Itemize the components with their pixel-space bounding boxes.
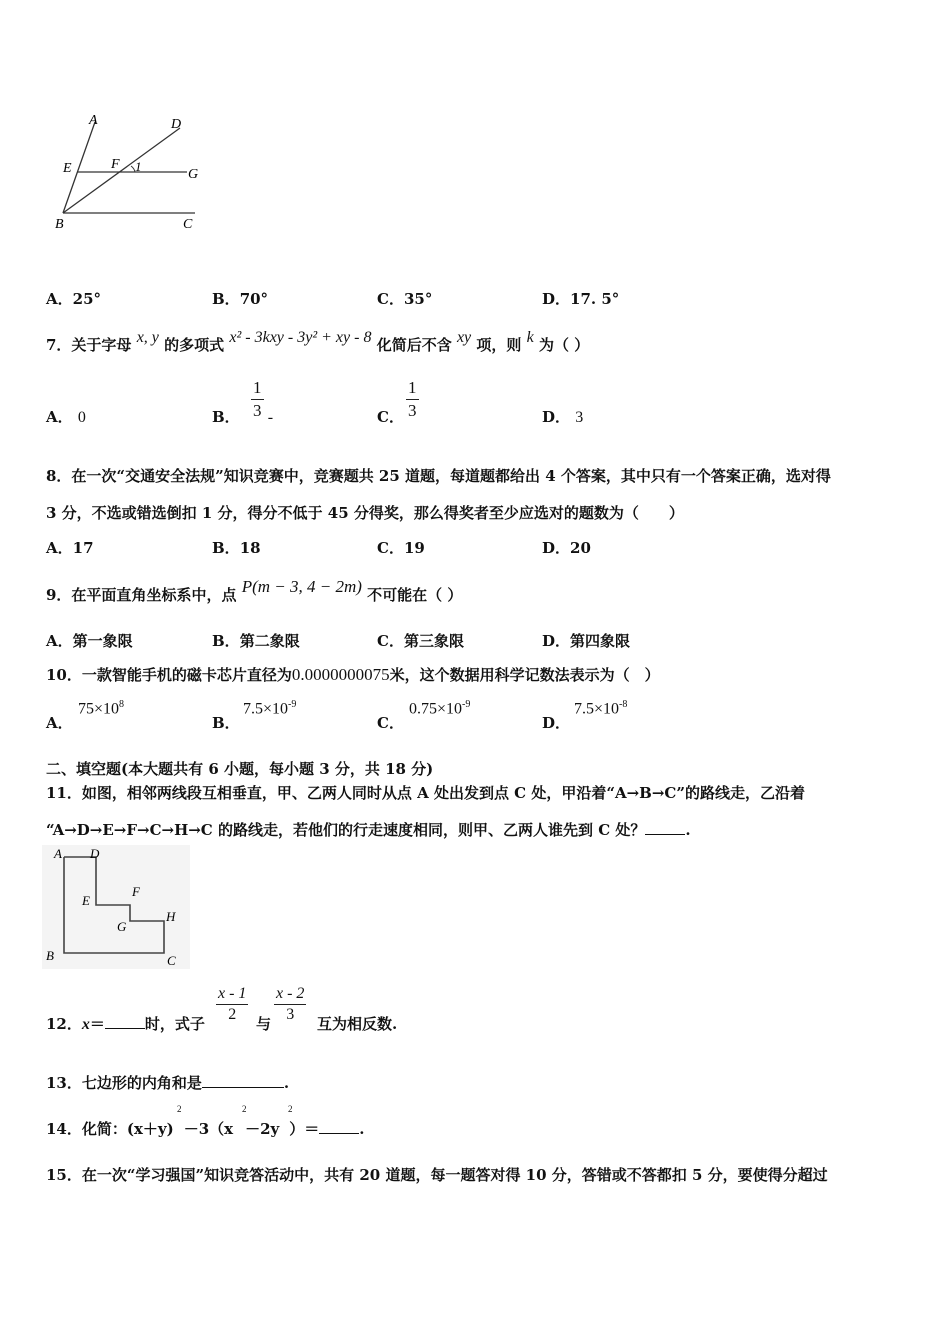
q13-stem: 13．七边形的内角和是 . bbox=[46, 1074, 290, 1092]
angle-figure bbox=[45, 110, 215, 235]
q14-exponent-2: 2 bbox=[242, 1104, 247, 1114]
label-F: F bbox=[111, 157, 120, 172]
fig11-label-G: G bbox=[117, 919, 127, 934]
label-C: C bbox=[183, 217, 193, 232]
q11-stem-line2: “A→D→E→F→C→H→C 的路线走，若他们的行走速度相同，则甲、乙两人谁先到 C 处？ . bbox=[46, 821, 691, 839]
q10-option-d: D． bbox=[542, 714, 571, 732]
q6-option-c: C．35° bbox=[377, 290, 433, 308]
q8-option-a: A．17 bbox=[46, 539, 94, 557]
q8-stem-line1: 8．在一次“交通安全法规”知识竞赛中，竞赛题共 25 道题，每道题都给出 4 个答案，其中只有一个答案正确，选对得 bbox=[46, 467, 831, 485]
q15-stem: 15．在一次“学习强国”知识竞答活动中，共有 20 道题，每一题答对得 10 分，答错或不答都扣 5 分，要使得分超过 bbox=[46, 1166, 828, 1184]
q10-option-c-value: $0.75\times 10^{-9}$ bbox=[409, 699, 471, 718]
label-A: A bbox=[89, 113, 98, 128]
label-G: G bbox=[188, 167, 199, 182]
q6-option-b: B．70° bbox=[212, 290, 269, 308]
q7-vars: x, y bbox=[136, 329, 159, 346]
q12-and: 与 bbox=[256, 1015, 272, 1033]
q7-k: k bbox=[526, 329, 534, 346]
q12-answer-blank[interactable] bbox=[105, 1014, 145, 1029]
fig11-label-E: E bbox=[82, 893, 90, 908]
fig11-label-F: F bbox=[132, 884, 140, 899]
q10-option-c: C． bbox=[377, 714, 404, 732]
section-2-title: 二、填空题(本大题共有 6 小题，每小题 3 分，共 18 分) bbox=[46, 760, 434, 778]
q7-option-b-fraction: 1 3 bbox=[253, 378, 262, 420]
q12-fraction-2: x - 2 3 bbox=[276, 985, 305, 1023]
q12-fraction-1: x - 1 2 bbox=[218, 985, 247, 1023]
label-D: D bbox=[171, 117, 182, 132]
q10-option-a-value: $75\times 10^8$ bbox=[78, 699, 125, 718]
q14-answer-blank[interactable] bbox=[319, 1119, 359, 1134]
q7-polynomial: x² - 3kxy - 3y² + xy - 8 bbox=[229, 329, 372, 346]
q7-term: xy bbox=[456, 329, 472, 346]
q9-option-a: A．第一象限 bbox=[46, 632, 133, 650]
q8-option-c: C．19 bbox=[377, 539, 425, 557]
fig11-label-B: B bbox=[46, 948, 54, 963]
fig11-label-H: H bbox=[166, 909, 176, 924]
q9-option-b: B．第二象限 bbox=[212, 632, 300, 650]
q12-stem: 12．x＝ 时，式子 bbox=[46, 1015, 205, 1033]
q11-stem-line1: 11．如图，相邻两线段互相垂直，甲、乙两人同时从点 A 处出发到点 C 处，甲沿着“A→B→C”的路线走，乙沿着 bbox=[46, 784, 805, 802]
q9-point: P(m − 3, 4 − 2m) bbox=[241, 577, 362, 596]
label-angle-1: 1 bbox=[135, 159, 142, 174]
q8-option-d: D．20 bbox=[542, 539, 591, 557]
q12-suffix: 互为相反数. bbox=[317, 1015, 398, 1033]
q10-option-b-value: $7.5\times 10^{-9}$ bbox=[243, 699, 297, 718]
q7-option-b: B． - bbox=[212, 408, 274, 426]
fig11-label-A: A bbox=[54, 846, 62, 861]
q7-option-a: A． 0 bbox=[46, 408, 86, 426]
q6-option-a: A．25° bbox=[46, 290, 102, 308]
q8-option-b: B．18 bbox=[212, 539, 261, 557]
q7-option-c: C． bbox=[377, 408, 404, 426]
q10-option-d-value: $7.5\times 10^{-8}$ bbox=[574, 699, 628, 718]
q14-stem: 14．化简：(x＋y) －3（x －2y ）＝ . bbox=[46, 1120, 365, 1138]
q7-stem: 7．关于字母 x, y 的多项式 x² - 3kxy - 3y² + xy - 8 化简后不含 xy 项，则 k 为（ ） bbox=[46, 329, 590, 354]
path-figure bbox=[42, 845, 192, 970]
q10-option-a: A． bbox=[46, 714, 73, 732]
q8-stem-line2: 3 分，不选或错选倒扣 1 分，得分不低于 45 分得奖，那么得奖者至少应选对的题数为（ ） bbox=[46, 504, 684, 522]
q10-option-b: B． bbox=[212, 714, 240, 732]
q9-stem: 9．在平面直角坐标系中，点 P(m − 3, 4 − 2m) 不可能在（ ） bbox=[46, 577, 463, 604]
q13-answer-blank[interactable] bbox=[202, 1073, 284, 1088]
label-B: B bbox=[55, 217, 64, 232]
q9-option-c: C．第三象限 bbox=[377, 632, 464, 650]
q6-option-d: D．17. 5° bbox=[542, 290, 620, 308]
label-E: E bbox=[63, 161, 72, 176]
q14-exponent-1: 2 bbox=[177, 1104, 182, 1114]
line-BD bbox=[63, 128, 180, 213]
q11-answer-blank[interactable] bbox=[645, 820, 685, 835]
q7-option-d: D． 3 bbox=[542, 408, 584, 426]
fig11-label-D: D bbox=[90, 846, 100, 861]
q7-option-c-fraction: 1 3 bbox=[408, 378, 417, 420]
q10-stem: 10．一款智能手机的磁卡芯片直径为0.0000000075米，这个数据用科学记数法表示为（ ） bbox=[46, 665, 660, 684]
q14-exponent-3: 2 bbox=[288, 1104, 293, 1114]
q9-option-d: D．第四象限 bbox=[542, 632, 631, 650]
fig11-label-C: C bbox=[167, 953, 176, 968]
